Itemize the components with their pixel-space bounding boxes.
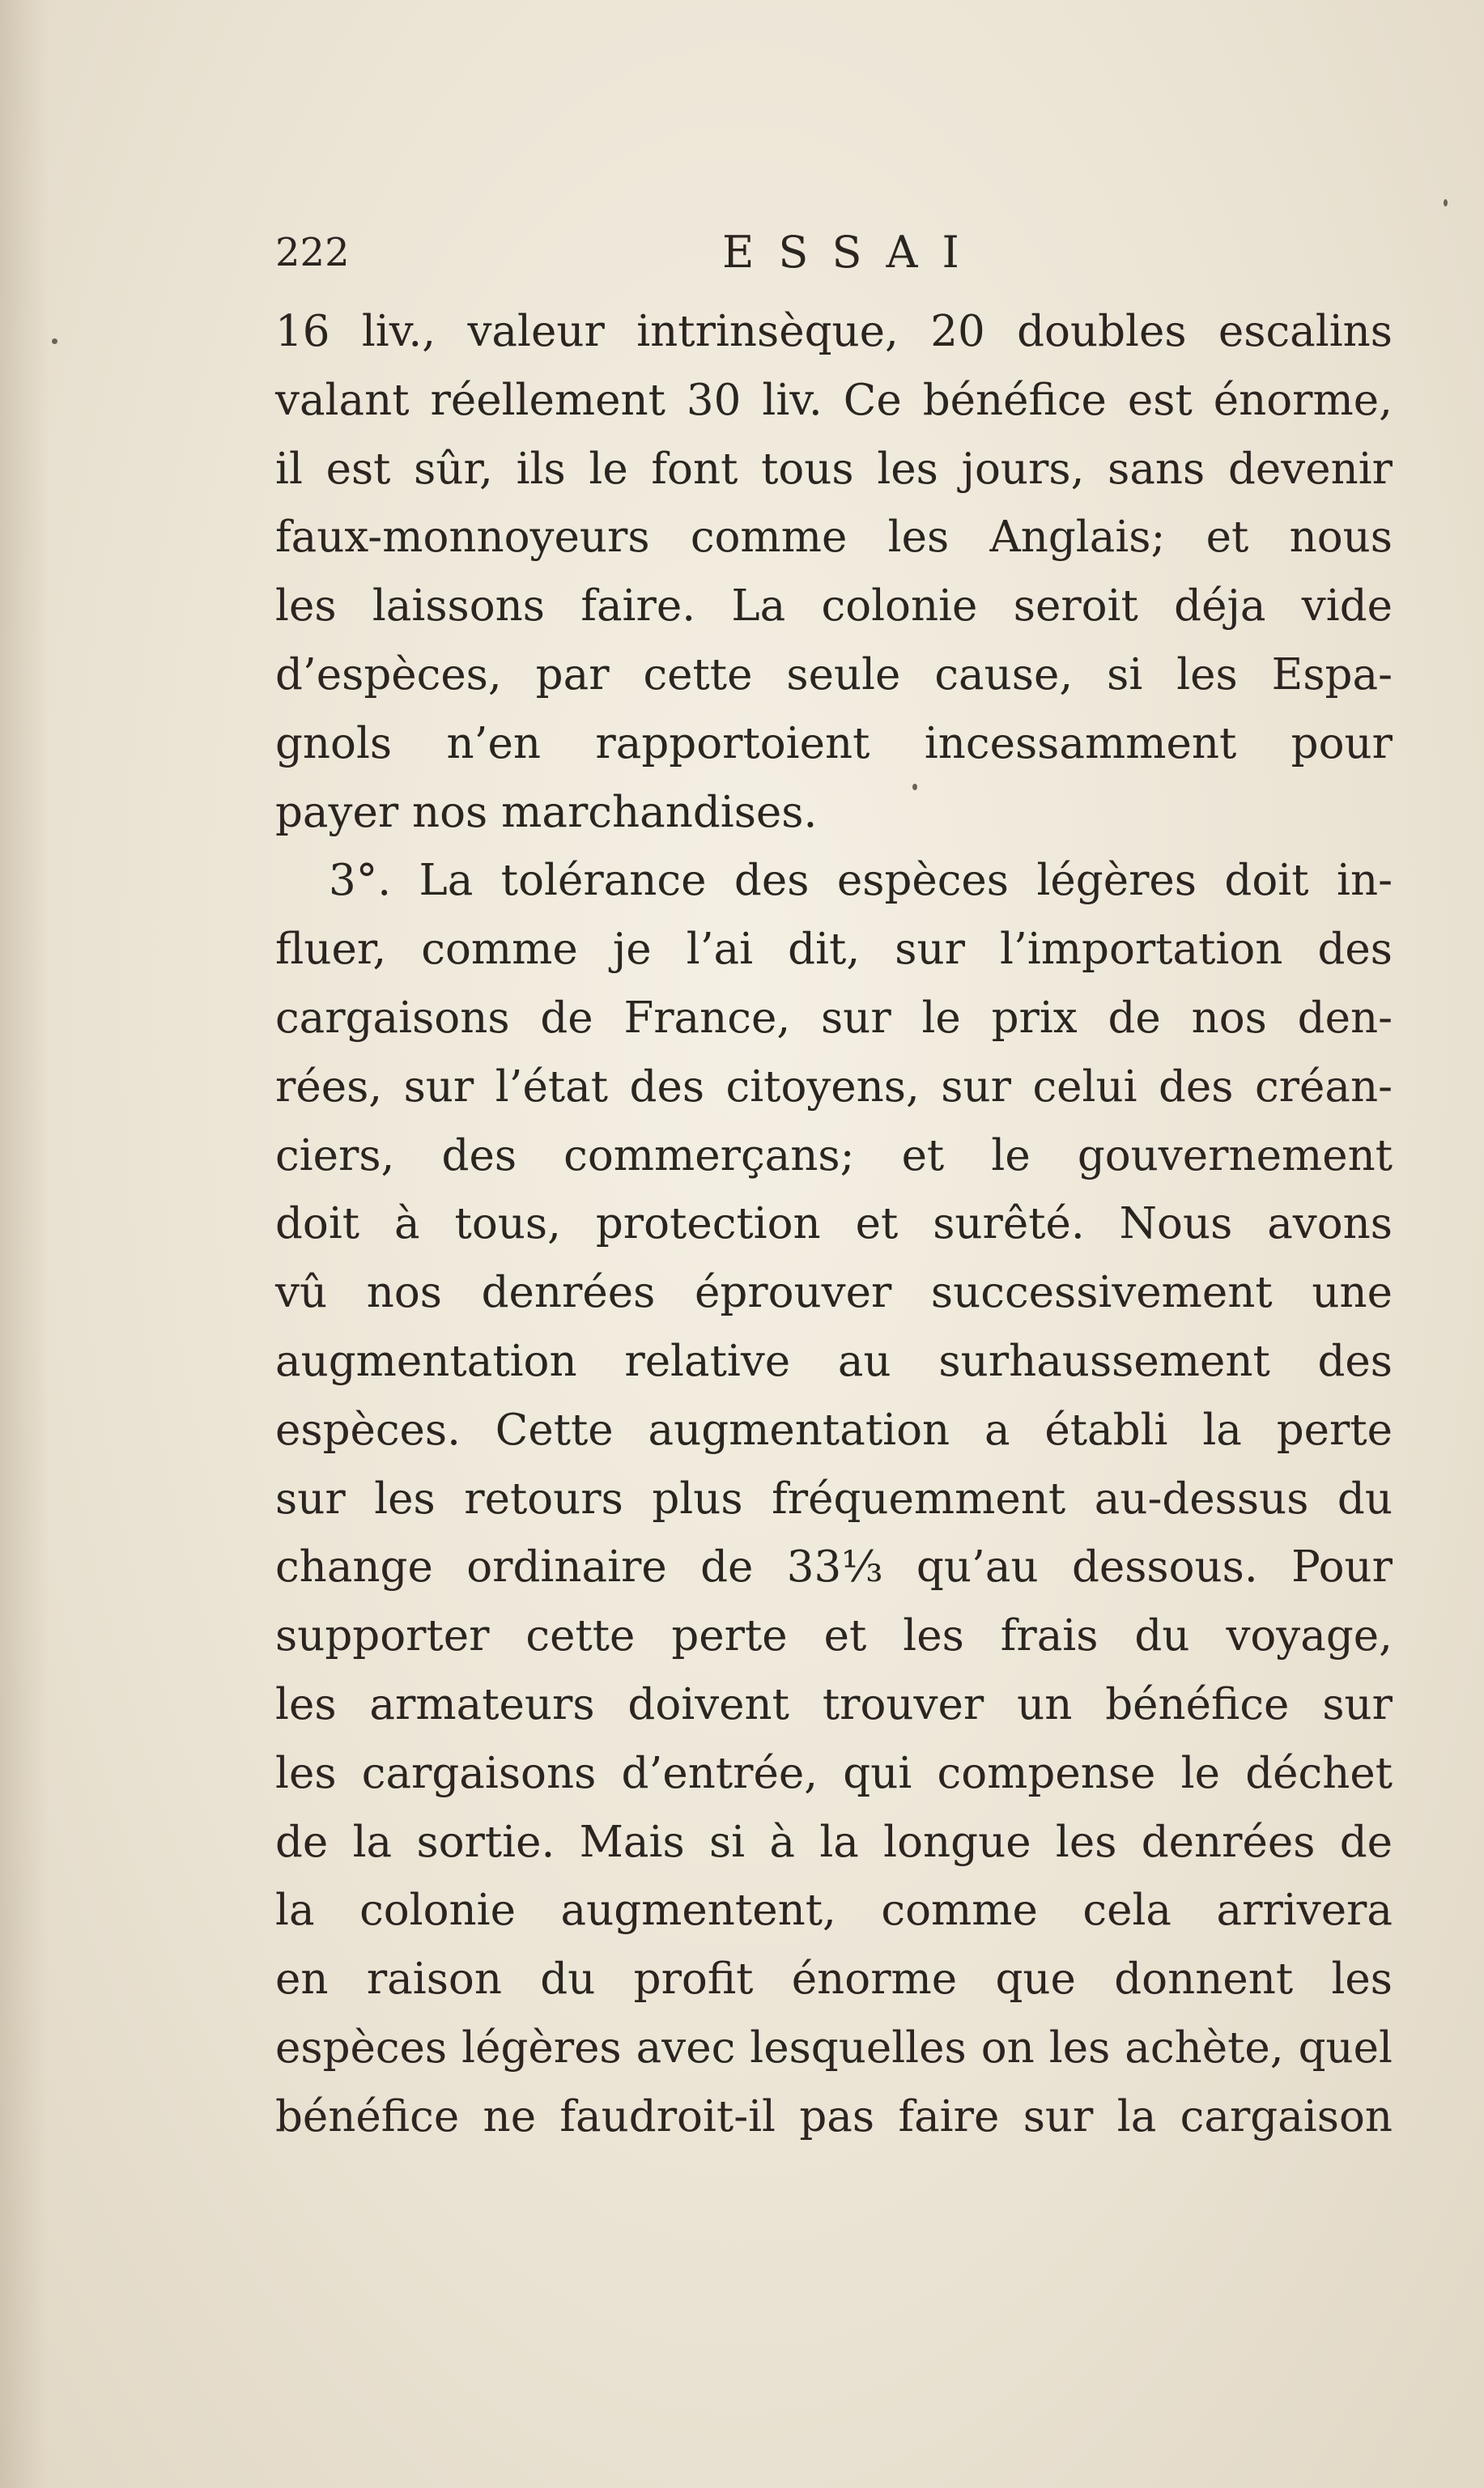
text-line: d’espèces, par cette seule cause, si les Espa- [275,649,1393,700]
text-line: rées, sur l’état des citoyens, sur celui des créan- [275,1061,1393,1112]
text-line: valant réellement 30 liv. Ce bénéfice est énorme, [275,375,1393,425]
text-line: de la sortie. Mais si à la longue les denrées de [275,1817,1393,1867]
text-line: cargaisons de France, sur le prix de nos den- [275,993,1393,1043]
text-line: faux-monnoyeurs comme les Anglais; et nous [275,512,1393,563]
text-line: change ordinaire de 33⅓ qu’au dessous. Pour [275,1542,1393,1593]
text-line: augmentation relative au surhaussement des [275,1336,1393,1386]
page-number: 222 [275,230,350,275]
text-line: les cargaisons d’entrée, qui compense le déchet [275,1748,1393,1798]
text-line: vû nos denrées éprouver successivement une [275,1268,1393,1318]
paper-speck [52,338,57,344]
body-text [275,298,1393,2152]
text-line: espèces. Cette augmentation a établi la perte [275,1405,1393,1455]
text-line: ciers, des commerçans; et le gouvernement [275,1130,1393,1180]
text-line: sur les retours plus fréquemment au-dessus du [275,1474,1393,1524]
text-line: fluer, comme je l’ai dit, sur l’importation des [275,925,1393,975]
text-line: espèces légères avec lesquelles on les achète, quel [275,2022,1393,2073]
text-line: les armateurs doivent trouver un bénéfice sur [275,1679,1393,1729]
text-line: gnols n’en rapportoient incessamment pour [275,718,1393,768]
text-line: les laissons faire. La colonie seroit déja vide [275,581,1393,632]
text-line: bénéfice ne faudroit-il pas faire sur la cargaison [275,2091,1393,2141]
text-line: payer nos marchandises. [275,787,818,837]
text-line: en raison du profit énorme que donnent les [275,1954,1393,2005]
text-line: doit à tous, protection et surêté. Nous avons [275,1199,1393,1249]
text-line: la colonie augmentent, comme cela arrivera [275,1886,1393,1936]
text-line: supporter cette perte et les frais du voyage, [275,1611,1393,1661]
running-head: ESSAI [722,227,984,278]
text-line: il est sûr, ils le font tous les jours, sans devenir [275,444,1393,494]
gutter-shadow [0,0,49,2488]
paper-speck [1444,199,1448,206]
text-line: 16 liv., valeur intrinsèque, 20 doubles escalins [275,307,1393,356]
page-header [275,220,1393,285]
text-line: 3°. La tolérance des espèces légères doit in- [329,856,1393,906]
